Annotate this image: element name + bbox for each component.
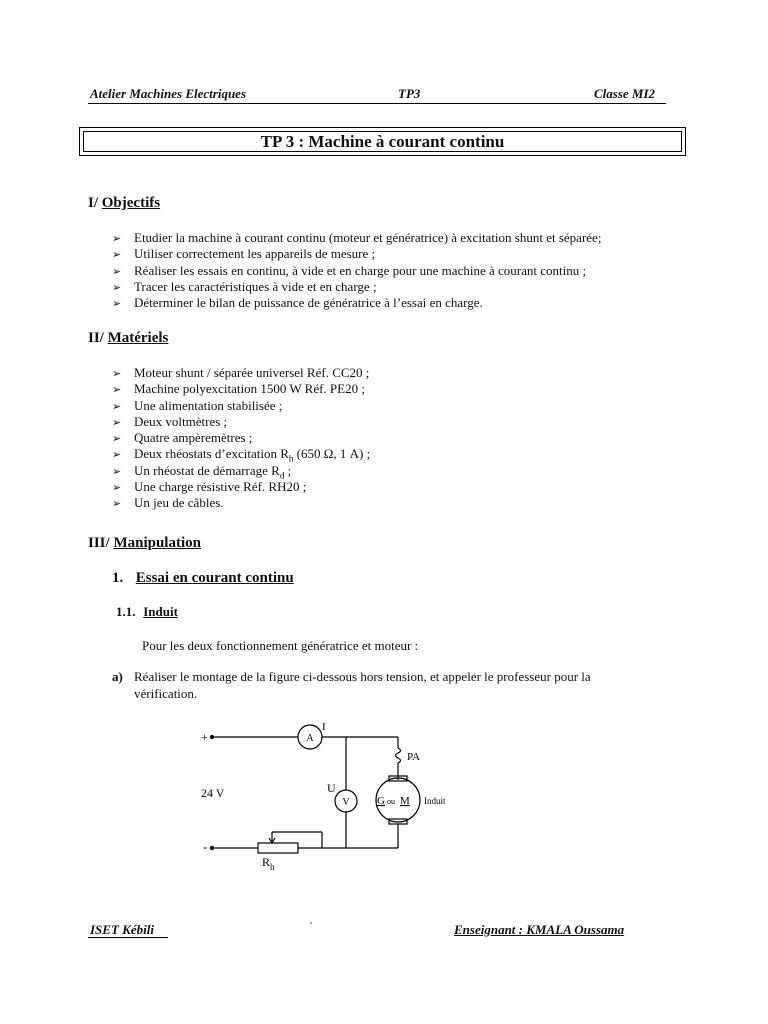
list-item: ➢ Une charge résistive Réf. RH20 ;: [112, 479, 370, 495]
footer-teacher: Enseignant : KMALA Oussama: [454, 922, 625, 937]
subsection-heading: Induit: [143, 604, 178, 619]
page-title: TP 3 : Machine à courant continu: [83, 131, 682, 152]
arrow-bullet-icon: ➢: [112, 249, 122, 262]
step-a-line1: Réaliser le montage de la figure ci-dessous hors tension, et appeler le professeur pour la: [134, 669, 591, 684]
step-a-label: a): [112, 669, 123, 684]
arrow-bullet-icon: ➢: [112, 482, 122, 495]
footer-center: ': [310, 920, 312, 932]
arrow-bullet-icon: ➢: [112, 298, 122, 311]
subsection-number: 1.1.: [116, 604, 136, 619]
machine-g-label: G: [377, 795, 385, 807]
pa-coil: [396, 748, 401, 763]
list-item: ➢ Réaliser les essais en continu, à vide et en charge pour une machine à courant continu ;: [112, 263, 601, 279]
rh-sub-label: h: [270, 862, 275, 872]
header-course: Atelier Machines Electriques: [90, 86, 246, 101]
section-number: II/: [88, 330, 104, 346]
list-item: ➢ Deux voltmètres ;: [112, 414, 370, 430]
pa-label: PA: [407, 751, 421, 763]
minus-label: -: [203, 839, 208, 854]
terminal-minus: [211, 847, 214, 850]
arrow-bullet-icon: ➢: [112, 465, 122, 478]
list-item: ➢ Un rhéostat de démarrage $R_d$ ;: [112, 462, 292, 481]
step-a-line2: vérification.: [134, 686, 198, 701]
arrow-bullet-icon: ➢: [112, 265, 122, 278]
list-item: ➢ Deux rhéostats d’excitation $R_h$ (650 Ω, 1 A) ;: [112, 446, 371, 465]
plus-label: +: [201, 730, 208, 744]
arrow-bullet-icon: ➢: [112, 400, 122, 413]
list-item: ➢ Moteur shunt / séparée universel Réf. CC20 ;: [112, 365, 370, 381]
voltage-label: 24 V: [201, 786, 225, 800]
subsection-heading: Essai en courant continu: [135, 570, 294, 586]
list-item: ➢ Quatre ampèremètres ;: [112, 430, 370, 446]
section-number: I/: [88, 195, 99, 211]
list-item: ➢ Machine polyexcitation 1500 W Réf. PE20 ;: [112, 381, 370, 397]
arrow-bullet-icon: ➢: [112, 281, 122, 294]
terminal-plus: [211, 736, 214, 739]
ammeter-label: A: [306, 733, 314, 744]
intro-text: Pour les deux fonctionnement génératrice et moteur :: [142, 638, 419, 653]
voltage-u-label: U: [327, 781, 336, 795]
list-item: ➢ Etudier la machine à courant continu (moteur et génératrice) à excitation shunt et séparée;: [112, 230, 601, 246]
header-class: Classe MI2: [594, 86, 656, 101]
machine-m-label: M: [400, 795, 410, 807]
list-item: ➢ Une alimentation stabilisée ;: [112, 398, 370, 414]
section-heading: Matériels: [107, 330, 169, 346]
voltmeter-label: V: [342, 797, 350, 808]
arrow-bullet-icon: ➢: [112, 416, 122, 429]
subsection-number: 1.: [112, 570, 124, 586]
list-item: ➢ Utiliser correctement les appareils de mesure ;: [112, 246, 601, 262]
header-tp: TP3: [398, 86, 421, 101]
machine-ou-label: ou: [387, 797, 395, 806]
footer-institution: ISET Kébili: [90, 922, 154, 937]
section-number: III/: [88, 535, 110, 551]
induit-label: Induit: [424, 796, 446, 806]
rh-label: R: [262, 855, 271, 869]
arrow-bullet-icon: ➢: [112, 498, 122, 511]
rheostat-rh: [258, 843, 298, 853]
arrow-bullet-icon: ➢: [112, 433, 122, 446]
arrow-bullet-icon: ➢: [112, 384, 122, 397]
list-item: ➢ Tracer les caractéristiques à vide et en charge ;: [112, 279, 601, 295]
list-item: ➢ Déterminer le bilan de puissance de génératrice à l’essai en charge.: [112, 295, 601, 311]
section-heading: Manipulation: [113, 535, 201, 551]
arrow-bullet-icon: ➢: [112, 449, 122, 462]
current-label: I: [322, 721, 326, 733]
footer-rule: [88, 937, 168, 938]
list-item: ➢ Un jeu de câbles.: [112, 495, 370, 511]
arrow-bullet-icon: ➢: [112, 368, 122, 380]
arrow-bullet-icon: ➢: [112, 233, 122, 245]
section-heading: Objectifs: [101, 195, 161, 211]
